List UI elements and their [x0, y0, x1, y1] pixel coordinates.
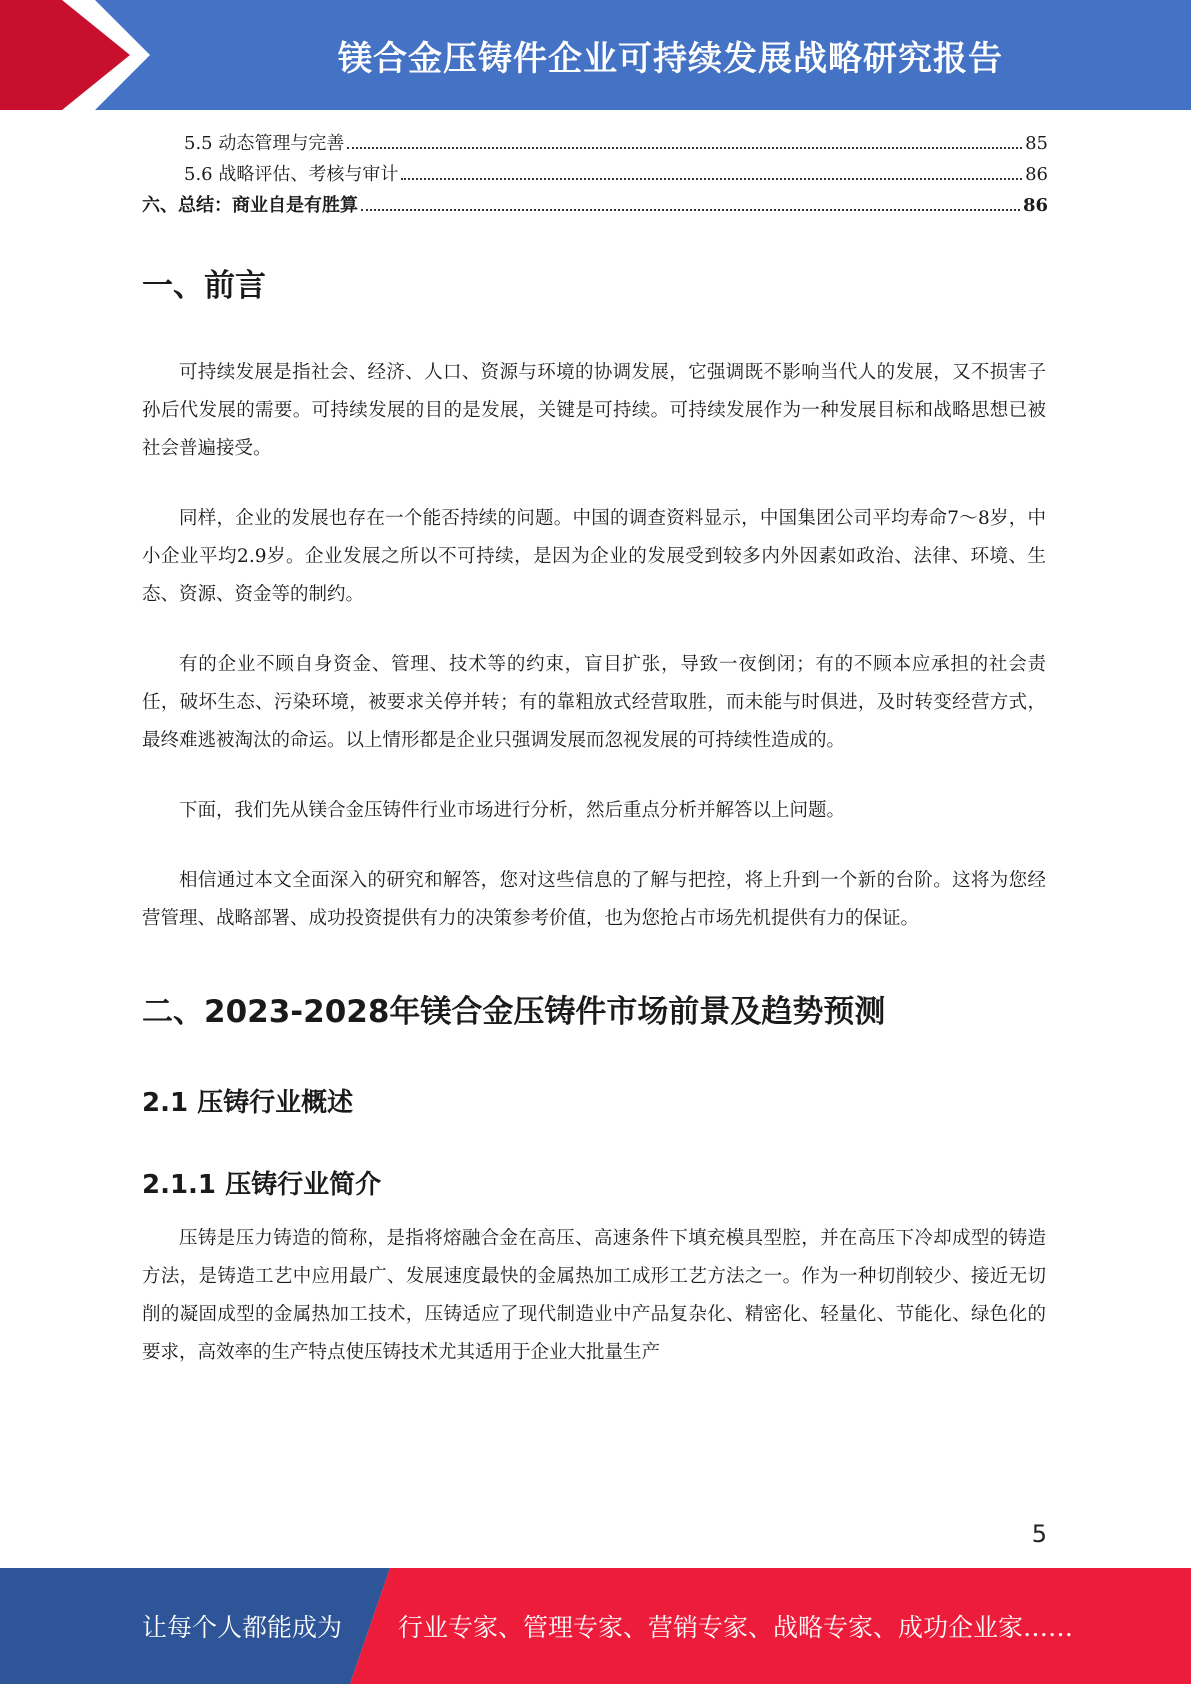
subsubsection-heading: 2.1.1 压铸行业简介 [142, 1170, 382, 1200]
report-title: 镁合金压铸件企业可持续发展战略研究报告 [338, 38, 1003, 79]
page-footer [0, 1568, 1191, 1684]
toc-entry[interactable] [142, 190, 1048, 221]
toc-entry[interactable] [142, 128, 1048, 159]
toc-entry-title: 5.6 战略评估、考核与审计 [184, 164, 399, 185]
page-header [0, 0, 1191, 110]
body-paragraph: 下面，我们先从镁合金压铸件行业市场进行分析，然后重点分析并解答以上问题。 [179, 800, 846, 821]
red-chevron-decoration [0, 0, 160, 110]
toc-entry-page: 86 [1025, 164, 1048, 185]
toc-entry-page: 85 [1025, 133, 1048, 154]
toc-leader-dots [401, 178, 1022, 180]
body-paragraph: 可持续发展是指社会、经济、人口、资源与环境的协调发展，它强调既不影响当代人的发展，又不损害子孙后代发展的需要。可持续发展的目的是发展，关键是可持续。可持续发展作为一种发展目标和战略思想已被社会普遍接受。 [142, 362, 1046, 459]
toc-entry[interactable] [142, 159, 1048, 190]
body-paragraph: 有的企业不顾自身资金、管理、技术等的约束，盲目扩张，导致一夜倒闭；有的不顾本应承担的社会责任，破坏生态、污染环境，被要求关停并转；有的靠粗放式经营取胜，而未能与时俱进，及时转变经营方式，最终难逃被淘汰的命运。以上情形都是企业只强调发展而忽视发展的可持续性造成的。 [142, 654, 1046, 751]
footer-slogan-left: 让每个人都能成为 [142, 1613, 343, 1642]
toc-entry-title: 六、总结：商业自是有胜算 [142, 195, 358, 216]
body-paragraph: 相信通过本文全面深入的研究和解答，您对这些信息的了解与把控，将上升到一个新的台阶。这将为您经营管理、战略部署、成功投资提供有力的决策参考价值，也为您抢占市场先机提供有力的保证。 [142, 870, 1046, 929]
toc-leader-dots [361, 209, 1020, 211]
footer-slogan-right: 行业专家、管理专家、营销专家、战略专家、成功企业家…… [398, 1613, 1074, 1642]
toc-leader-dots [347, 147, 1022, 149]
page-number: 5 [1031, 1520, 1047, 1548]
body-paragraph: 同样，企业的发展也存在一个能否持续的问题。中国的调查资料显示，中国集团公司平均寿命7～8岁，中小企业平均2.9岁。企业发展之所以不可持续，是因为企业的发展受到较多内外因素如政治、法律、环境、生态、资源、资金等的制约。 [142, 508, 1046, 605]
document-body [142, 258, 1046, 1372]
toc-entry-page: 86 [1022, 195, 1048, 216]
table-of-contents [142, 128, 1048, 221]
body-paragraph: 压铸是压力铸造的简称，是指将熔融合金在高压、高速条件下填充模具型腔，并在高压下冷却成型的铸造方法，是铸造工艺中应用最广、发展速度最快的金属热加工成形工艺方法之一。作为一种切削较少、接近无切削的凝固成型的金属热加工技术，压铸适应了现代制造业中产品复杂化、精密化、轻量化、节能化、绿色化的要求，高效率的生产特点使压铸技术尤其适用于企业大批量生产 [142, 1228, 1046, 1363]
section-heading-preface: 一、前言 [142, 268, 266, 304]
subsection-heading: 2.1 压铸行业概述 [142, 1088, 354, 1118]
toc-entry-title: 5.5 动态管理与完善 [184, 133, 345, 154]
section-heading-market-outlook: 二、2023-2028年镁合金压铸件市场前景及趋势预测 [142, 994, 886, 1030]
